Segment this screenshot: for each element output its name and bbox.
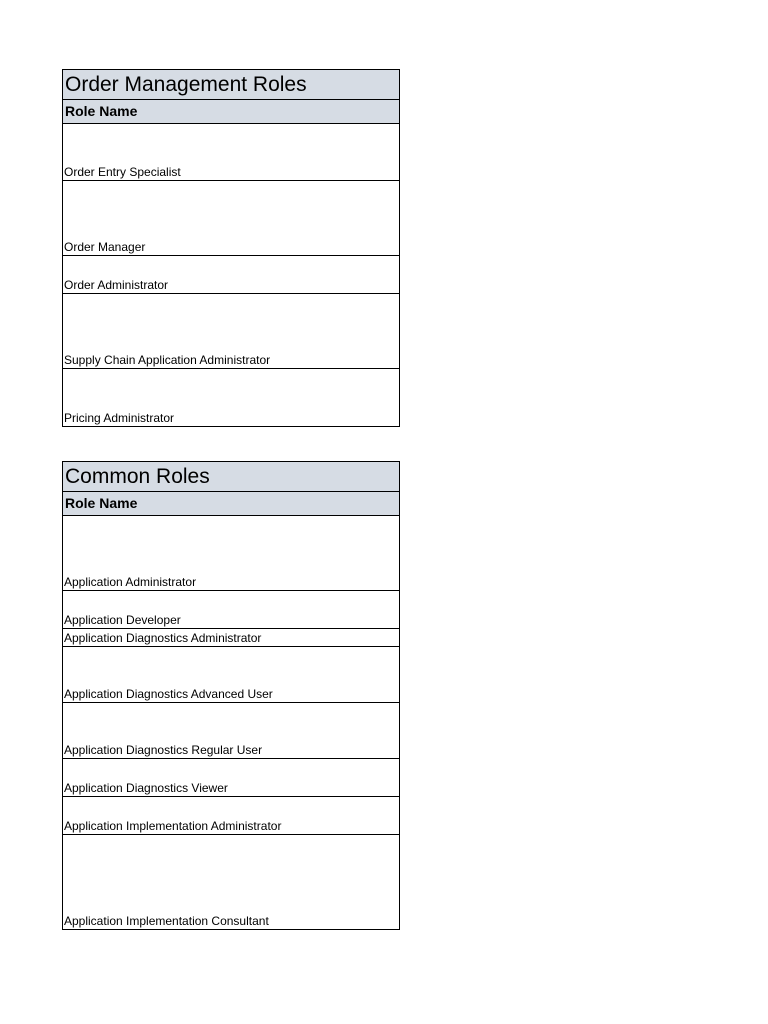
column-header-role-name: Role Name — [63, 492, 399, 516]
table-row: Order Entry Specialist — [63, 124, 399, 181]
table-row: Order Manager — [63, 181, 399, 256]
table-row: Supply Chain Application Administrator — [63, 294, 399, 369]
table-row: Application Implementation Administrator — [63, 797, 399, 835]
table-row: Pricing Administrator — [64, 411, 175, 425]
common-roles-table — [62, 461, 400, 930]
table-row: Application Diagnostics Advanced User — [63, 647, 399, 703]
table-row: Order Administrator — [63, 256, 399, 294]
table-row: Application Administrator — [63, 516, 399, 591]
table-row: Application Diagnostics Viewer — [63, 759, 399, 797]
table-title: Common Roles — [63, 462, 399, 492]
table-row: Application Developer — [63, 591, 399, 629]
table-row: Application Diagnostics Administrator — [63, 629, 399, 647]
table-row: Application Implementation Consultant — [64, 914, 269, 928]
table-row: Application Diagnostics Regular User — [63, 703, 399, 759]
table-title: Order Management Roles — [63, 70, 399, 100]
order-management-roles-table — [62, 69, 400, 427]
column-header-role-name: Role Name — [63, 100, 399, 124]
